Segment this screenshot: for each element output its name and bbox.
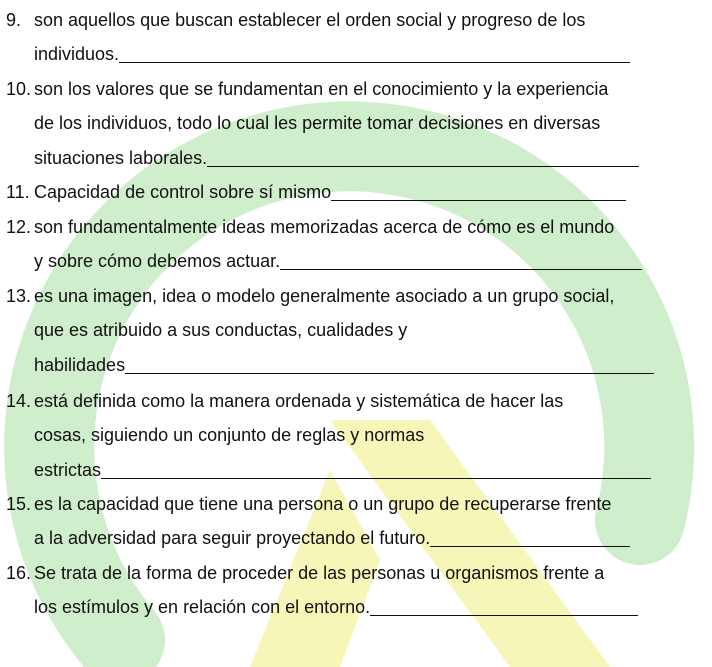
question-line: Se trata de la forma de proceder de las personas u organismos frente a [34,563,605,583]
question-line: son aquellos que buscan establecer el orden social y progreso de los [34,10,586,30]
question-number: 16. [6,563,32,583]
question-number: 15. [6,494,32,514]
answer-blank[interactable] [280,269,642,270]
question-text [34,210,682,279]
answer-blank[interactable] [207,166,639,167]
answer-blank[interactable] [370,615,638,616]
question-line: son fundamentalmente ideas memorizadas acerca de cómo es el mundo [34,217,615,237]
question-line: a la adversidad para seguir proyectando el futuro. [34,528,431,549]
question-text [34,279,682,382]
question-number: 13. [6,286,32,306]
question-line: situaciones laborales. [34,147,208,168]
question-line: es una imagen, idea o modelo generalmente asociado a un grupo social, [34,286,615,306]
answer-blank[interactable] [430,546,630,547]
question-text [34,556,682,625]
question-line-with-blank [34,521,682,555]
answer-blank[interactable] [101,478,651,479]
question-text [34,384,682,487]
answer-blank[interactable] [119,62,630,63]
question-line: Capacidad de control sobre sí mismo [34,182,332,202]
question-line-with-blank [34,37,682,71]
question-line: que es atribuido a sus conductas, cualidades y [34,320,408,341]
question-line: es la capacidad que tiene una persona o un grupo de recuperarse frente [34,494,612,514]
answer-blank[interactable] [125,373,654,374]
question-line: individuos. [34,44,120,65]
question-line-with-blank [34,244,682,278]
question-line: de los individuos, todo lo cual les permite tomar decisiones en diversas [34,113,601,134]
question-text [34,72,682,175]
question-line: está definida como la manera ordenada y sistemática de hacer las [34,391,564,411]
question-line: habilidades [34,354,126,375]
question-line: los estímulos y en relación con el entorno. [34,597,371,618]
question-line-with-blank [34,348,682,382]
question-line: son los valores que se fundamentan en el conocimiento y la experiencia [34,79,609,99]
question-line: y sobre cómo debemos actuar. [34,251,281,272]
question-line: estrictas [34,459,102,480]
question-text [34,175,682,209]
question-text [34,487,682,556]
question-number: 10. [6,79,32,99]
question-line-with-blank [34,590,682,624]
question-number: 14. [6,391,32,411]
question-text [34,3,682,72]
question-line-with-blank [34,141,682,175]
question-number: 11. [6,182,30,202]
question-line: cosas, siguiendo un conjunto de reglas y normas [34,425,425,446]
question-line-with-blank [34,175,682,209]
answer-blank[interactable] [331,200,626,201]
question-line-with-blank [34,453,682,487]
question-number: 12. [6,217,32,237]
question-number: 9. [6,10,22,30]
